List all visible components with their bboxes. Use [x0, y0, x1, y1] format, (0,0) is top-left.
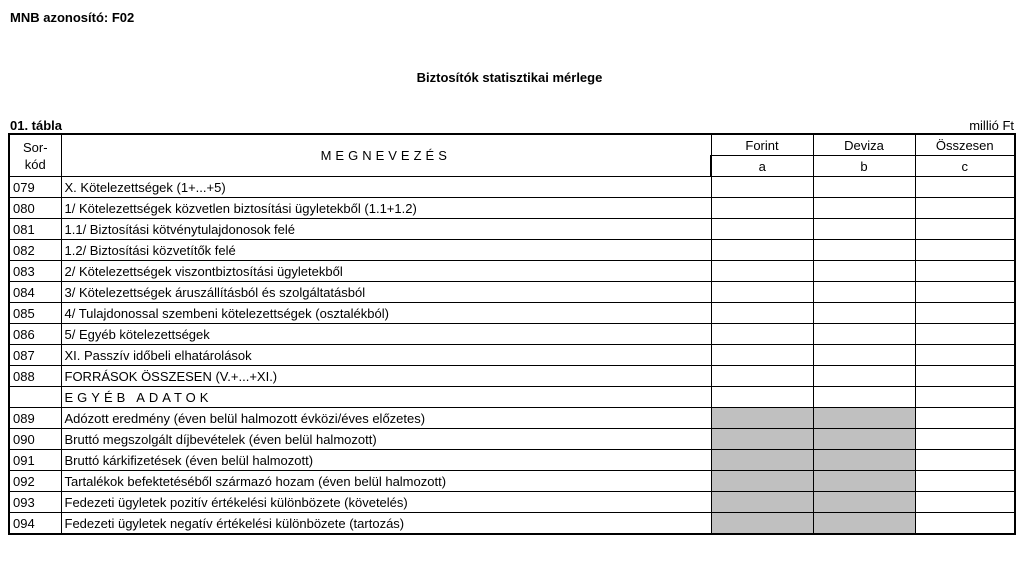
value-cell-deviza[interactable] — [813, 177, 915, 198]
value-cell-osszesen[interactable] — [915, 471, 1015, 492]
value-cell-deviza[interactable] — [813, 345, 915, 366]
value-cell-deviza[interactable] — [813, 387, 915, 408]
value-cell-osszesen[interactable] — [915, 240, 1015, 261]
value-cell-deviza[interactable] — [813, 324, 915, 345]
value-cell-deviza[interactable] — [813, 366, 915, 387]
row-label: Tartalékok befektetéséből származó hozam (éven belül halmozott) — [61, 471, 711, 492]
balance-sheet-table — [8, 133, 1016, 535]
page-title: Biztosítók statisztikai mérlege — [416, 70, 603, 85]
row-code — [9, 387, 61, 408]
row-code: 091 — [9, 450, 61, 471]
table-row — [9, 240, 1015, 261]
value-cell-osszesen[interactable] — [915, 198, 1015, 219]
value-cell-osszesen[interactable] — [915, 282, 1015, 303]
value-cell-osszesen[interactable] — [915, 429, 1015, 450]
table-row — [9, 492, 1015, 513]
value-cell-forint[interactable] — [711, 177, 813, 198]
value-cell-deviza[interactable] — [813, 471, 915, 492]
table-row — [9, 324, 1015, 345]
table-row — [9, 303, 1015, 324]
value-cell-osszesen[interactable] — [915, 261, 1015, 282]
value-cell-forint[interactable] — [711, 282, 813, 303]
value-cell-osszesen[interactable] — [915, 303, 1015, 324]
table-row — [9, 261, 1015, 282]
megnevezes-header: MEGNEVEZÉS — [61, 134, 711, 177]
row-label: Bruttó megszolgált díjbevételek (éven belül halmozott) — [61, 429, 711, 450]
value-cell-deviza[interactable] — [813, 450, 915, 471]
value-cell-forint[interactable] — [711, 345, 813, 366]
table-row — [9, 429, 1015, 450]
value-cell-osszesen[interactable] — [915, 387, 1015, 408]
unit-label: millió Ft — [969, 118, 1014, 133]
value-cell-osszesen[interactable] — [915, 219, 1015, 240]
value-cell-forint[interactable] — [711, 387, 813, 408]
osszesen-header: Összesen — [915, 134, 1015, 156]
row-code: 080 — [9, 198, 61, 219]
value-cell-forint[interactable] — [711, 429, 813, 450]
row-label: Bruttó kárkifizetések (éven belül halmozott) — [61, 450, 711, 471]
column-letter-c: c — [915, 156, 1015, 177]
row-code: 081 — [9, 219, 61, 240]
row-label: X. Kötelezettségek (1+...+5) — [61, 177, 711, 198]
value-cell-forint[interactable] — [711, 261, 813, 282]
table-row — [9, 513, 1015, 535]
row-label: FORRÁSOK ÖSSZESEN (V.+...+XI.) — [61, 366, 711, 387]
row-code: 079 — [9, 177, 61, 198]
table-row — [9, 345, 1015, 366]
value-cell-forint[interactable] — [711, 513, 813, 535]
value-cell-osszesen[interactable] — [915, 366, 1015, 387]
value-cell-deviza[interactable] — [813, 408, 915, 429]
value-cell-forint[interactable] — [711, 303, 813, 324]
value-cell-deviza[interactable] — [813, 429, 915, 450]
row-code: 086 — [9, 324, 61, 345]
table-number: 01. tábla — [10, 118, 63, 133]
sorkod-line2: kód — [24, 156, 46, 172]
table-row — [9, 471, 1015, 492]
value-cell-deviza[interactable] — [813, 261, 915, 282]
table-row — [9, 219, 1015, 240]
column-letter-a: a — [711, 156, 813, 177]
table-row — [9, 450, 1015, 471]
table-row — [9, 198, 1015, 219]
row-label: 1.1/ Biztosítási kötvénytulajdonosok felé — [61, 219, 711, 240]
table-row — [9, 387, 1015, 408]
mnb-identifier: MNB azonosító: F02 — [10, 10, 135, 25]
value-cell-forint[interactable] — [711, 492, 813, 513]
row-code: 088 — [9, 366, 61, 387]
row-label: 1.2/ Biztosítási közvetítők felé — [61, 240, 711, 261]
row-label: 1/ Kötelezettségek közvetlen biztosítási ügyletekből (1.1+1.2) — [61, 198, 711, 219]
row-code: 093 — [9, 492, 61, 513]
table-row — [9, 282, 1015, 303]
table-row — [9, 177, 1015, 198]
value-cell-deviza[interactable] — [813, 303, 915, 324]
value-cell-osszesen[interactable] — [915, 450, 1015, 471]
sorkod-header — [9, 134, 61, 177]
row-label: 5/ Egyéb kötelezettségek — [61, 324, 711, 345]
table-row — [9, 408, 1015, 429]
row-label: 4/ Tulajdonossal szembeni kötelezettségek (osztalékból) — [61, 303, 711, 324]
row-code: 083 — [9, 261, 61, 282]
row-code: 092 — [9, 471, 61, 492]
value-cell-forint[interactable] — [711, 408, 813, 429]
row-code: 087 — [9, 345, 61, 366]
row-label: EGYÉB ADATOK — [61, 387, 711, 408]
row-label: 2/ Kötelezettségek viszontbiztosítási ügyletekből — [61, 261, 711, 282]
value-cell-osszesen[interactable] — [915, 177, 1015, 198]
row-label: Adózott eredmény (éven belül halmozott évközi/éves előzetes) — [61, 408, 711, 429]
value-cell-deviza[interactable] — [813, 282, 915, 303]
value-cell-osszesen[interactable] — [915, 408, 1015, 429]
row-code: 084 — [9, 282, 61, 303]
value-cell-deviza[interactable] — [813, 492, 915, 513]
value-cell-osszesen[interactable] — [915, 324, 1015, 345]
row-label: 3/ Kötelezettségek áruszállításból és szolgáltatásból — [61, 282, 711, 303]
value-cell-forint[interactable] — [711, 324, 813, 345]
value-cell-deviza[interactable] — [813, 219, 915, 240]
value-cell-forint[interactable] — [711, 471, 813, 492]
value-cell-deviza[interactable] — [813, 198, 915, 219]
value-cell-osszesen[interactable] — [915, 345, 1015, 366]
row-label: XI. Passzív időbeli elhatárolások — [61, 345, 711, 366]
row-code: 090 — [9, 429, 61, 450]
value-cell-forint[interactable] — [711, 219, 813, 240]
row-code: 082 — [9, 240, 61, 261]
column-letter-b: b — [813, 156, 915, 177]
value-cell-forint[interactable] — [711, 450, 813, 471]
row-code: 089 — [9, 408, 61, 429]
table-row — [9, 366, 1015, 387]
header-row — [9, 134, 1015, 156]
forint-header: Forint — [711, 134, 813, 156]
value-cell-forint[interactable] — [711, 198, 813, 219]
value-cell-forint[interactable] — [711, 366, 813, 387]
value-cell-deviza[interactable] — [813, 240, 915, 261]
row-label: Fedezeti ügyletek negatív értékelési különbözete (tartozás) — [61, 513, 711, 535]
value-cell-osszesen[interactable] — [915, 513, 1015, 535]
sorkod-line1: Sor- — [22, 139, 48, 155]
row-code: 094 — [9, 513, 61, 535]
row-code: 085 — [9, 303, 61, 324]
value-cell-osszesen[interactable] — [915, 492, 1015, 513]
row-label: Fedezeti ügyletek pozitív értékelési különbözete (követelés) — [61, 492, 711, 513]
value-cell-forint[interactable] — [711, 240, 813, 261]
deviza-header: Deviza — [813, 134, 915, 156]
value-cell-deviza[interactable] — [813, 513, 915, 535]
